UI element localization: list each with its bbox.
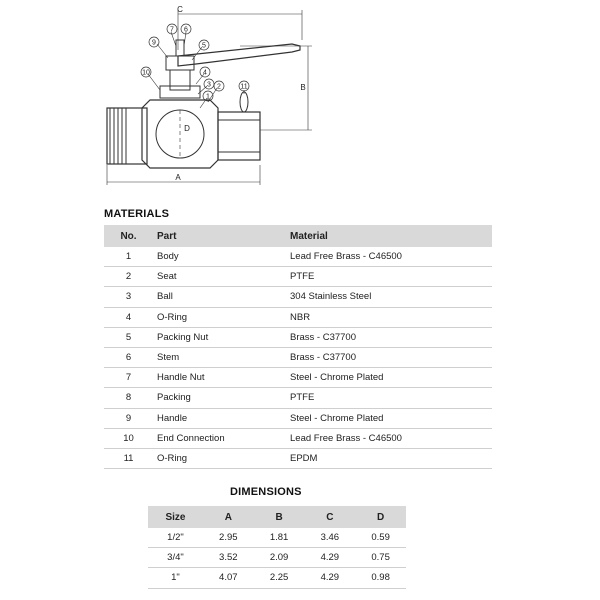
cell-material: EPDM: [286, 448, 492, 468]
cell-dimension: 2.09: [254, 548, 305, 568]
cell-material: Lead Free Brass - C46500: [286, 428, 492, 448]
dim-label-c: C: [177, 5, 183, 14]
dim-header-1: A: [203, 506, 254, 528]
header-no: No.: [104, 225, 153, 247]
table-row: [148, 548, 406, 568]
cell-no: 7: [104, 368, 153, 388]
table-row: [104, 428, 492, 448]
table-row: [104, 247, 492, 267]
table-row: [104, 408, 492, 428]
dim-header-2: B: [254, 506, 305, 528]
table-row: [104, 287, 492, 307]
cell-dimension: 0.59: [355, 528, 406, 548]
cell-material: Brass - C37700: [286, 347, 492, 367]
table-row: [104, 327, 492, 347]
callout-10: 10: [142, 69, 150, 77]
callout-2: 2: [217, 83, 221, 91]
table-row: [104, 307, 492, 327]
cell-dimension: 0.98: [355, 568, 406, 588]
cell-dimension: 2.25: [254, 568, 305, 588]
cell-no: 11: [104, 448, 153, 468]
table-row: [104, 368, 492, 388]
callout-11: 11: [240, 83, 248, 91]
table-row: [104, 388, 492, 408]
cell-part: Body: [153, 247, 286, 267]
cell-material: NBR: [286, 307, 492, 327]
cell-part: Handle: [153, 408, 286, 428]
cell-part: O-Ring: [153, 307, 286, 327]
cell-part: Ball: [153, 287, 286, 307]
table-row: [148, 528, 406, 548]
header-part: Part: [153, 225, 286, 247]
cell-part: O-Ring: [153, 448, 286, 468]
dim-header-3: C: [304, 506, 355, 528]
dim-header-0: Size: [148, 506, 203, 528]
cell-dimension: 2.95: [203, 528, 254, 548]
dim-label-a: A: [175, 173, 181, 182]
cell-no: 10: [104, 428, 153, 448]
cell-size: 3/4": [148, 548, 203, 568]
cell-material: Steel - Chrome Plated: [286, 408, 492, 428]
dimensions-header-row: [148, 506, 406, 528]
cell-no: 9: [104, 408, 153, 428]
callout-9: 9: [152, 39, 156, 47]
materials-header-row: [104, 225, 492, 247]
cell-no: 3: [104, 287, 153, 307]
cell-dimension: 0.75: [355, 548, 406, 568]
cell-no: 8: [104, 388, 153, 408]
table-row: [104, 448, 492, 468]
header-material: Material: [286, 225, 492, 247]
dim-header-4: D: [355, 506, 406, 528]
cell-part: Handle Nut: [153, 368, 286, 388]
cell-size: 1": [148, 568, 203, 588]
cell-size: 1/2": [148, 528, 203, 548]
dimensions-title: DIMENSIONS: [230, 486, 302, 498]
cell-no: 2: [104, 267, 153, 287]
callout-5: 5: [202, 42, 206, 50]
cell-part: Packing Nut: [153, 327, 286, 347]
dimensions-table: [148, 506, 406, 589]
cell-part: End Connection: [153, 428, 286, 448]
cell-dimension: 4.07: [203, 568, 254, 588]
callout-4: 4: [203, 69, 207, 77]
cell-no: 4: [104, 307, 153, 327]
cell-dimension: 4.29: [304, 568, 355, 588]
callout-1: 1: [206, 93, 210, 101]
materials-table: [104, 225, 492, 469]
cell-no: 6: [104, 347, 153, 367]
cell-material: PTFE: [286, 388, 492, 408]
dim-label-b: B: [300, 83, 306, 92]
dim-label-d: D: [184, 124, 190, 133]
cell-dimension: 1.81: [254, 528, 305, 548]
callout-6: 6: [184, 26, 188, 34]
cell-dimension: 3.46: [304, 528, 355, 548]
cell-material: Lead Free Brass - C46500: [286, 247, 492, 267]
table-row: [104, 267, 492, 287]
cell-part: Seat: [153, 267, 286, 287]
cell-material: Steel - Chrome Plated: [286, 368, 492, 388]
callout-3: 3: [207, 81, 211, 89]
cell-part: Packing: [153, 388, 286, 408]
cell-material: PTFE: [286, 267, 492, 287]
cell-material: 304 Stainless Steel: [286, 287, 492, 307]
materials-title: MATERIALS: [104, 208, 170, 220]
cell-dimension: 3.52: [203, 548, 254, 568]
cell-part: Stem: [153, 347, 286, 367]
cell-material: Brass - C37700: [286, 327, 492, 347]
cell-no: 1: [104, 247, 153, 267]
valve-diagram: [0, 0, 600, 200]
table-row: [104, 347, 492, 367]
cell-dimension: 4.29: [304, 548, 355, 568]
callout-7: 7: [170, 26, 174, 34]
table-row: [148, 568, 406, 588]
cell-no: 5: [104, 327, 153, 347]
